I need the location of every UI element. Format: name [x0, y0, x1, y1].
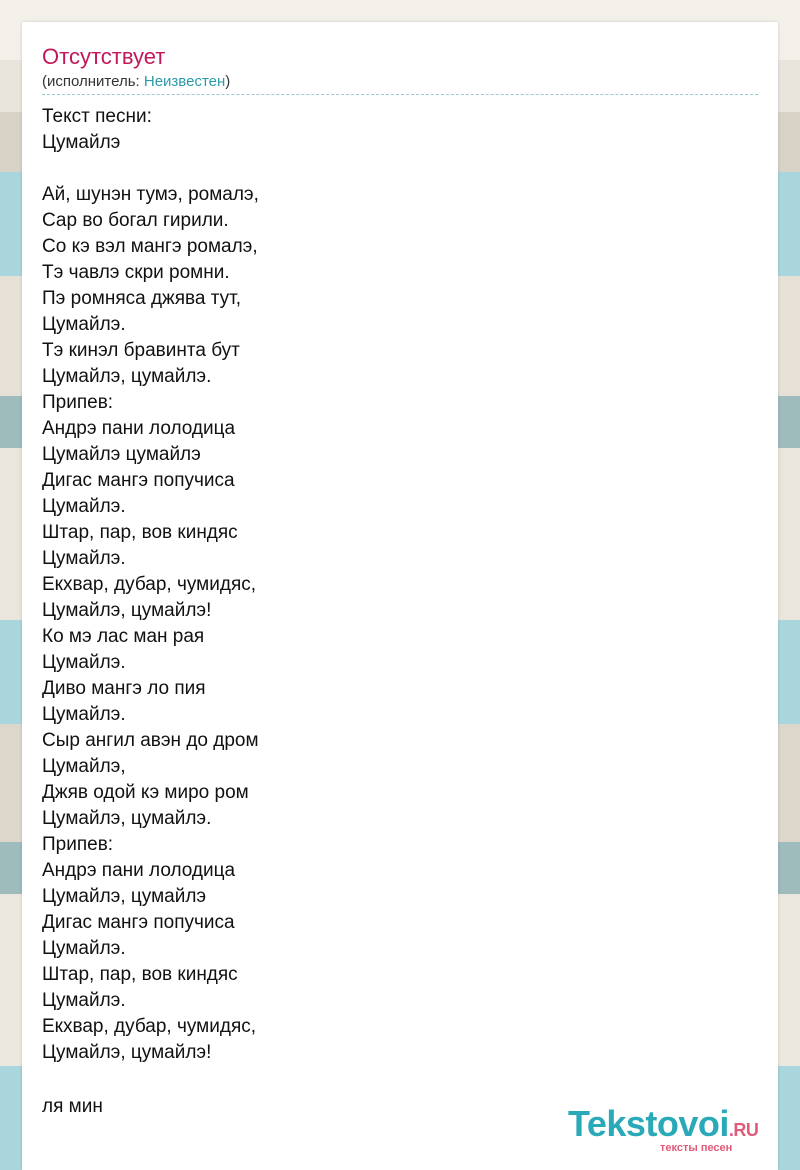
lyric-line: Припев:: [42, 392, 114, 413]
lyric-line: Текст песни:: [42, 106, 152, 127]
lyric-line: Припев:: [42, 834, 114, 855]
title-divider: [42, 94, 758, 95]
lyric-line: Андрэ пани лолодица: [42, 860, 236, 881]
song-title: Отсутствует: [42, 44, 166, 69]
lyric-line: Цумайлэ.: [42, 496, 126, 517]
lyric-line: Ай, шунэн тумэ, ромалэ,: [42, 184, 259, 205]
lyric-line: Джяв одой кэ миро ром: [42, 782, 249, 803]
lyric-line: Цумайлэ.: [42, 652, 126, 673]
lyrics-block: [42, 104, 742, 1066]
lyric-line: Цумайлэ.: [42, 314, 126, 335]
footer-text: ля мин: [42, 1096, 103, 1117]
lyric-line: Диво мангэ ло пия: [42, 678, 206, 699]
lyric-line: Штар, пар, вов киндяс: [42, 964, 238, 985]
lyric-line: Андрэ пани лолодица: [42, 418, 236, 439]
lyric-line: Сар во богал гирили.: [42, 210, 229, 231]
lyric-line: Цумайлэ, цумайлэ.: [42, 808, 212, 829]
logo-main-text: Tekstovoi: [568, 1103, 729, 1144]
lyric-line: Екхвар, дубар, чумидяс,: [42, 574, 257, 595]
artist-link[interactable]: Неизвестен: [143, 73, 226, 90]
lyric-line: Цумайлэ, цумайлэ.: [42, 366, 212, 387]
lyric-line: Цумайлэ.: [42, 990, 126, 1011]
artist-suffix: ): [225, 73, 231, 90]
lyric-line: Дигас мангэ попучиса: [42, 470, 235, 491]
lyric-line: Штар, пар, вов киндяс: [42, 522, 238, 543]
lyric-line: Цумайлэ.: [42, 938, 126, 959]
lyric-line: Цумайлэ, цумайлэ!: [42, 600, 212, 621]
lyric-line: Тэ чавлэ скри ромни.: [42, 262, 230, 283]
lyric-line: Екхвар, дубар, чумидяс,: [42, 1016, 257, 1037]
lyric-line: Цумайлэ,: [42, 756, 126, 777]
artist-line: [42, 72, 230, 92]
lyric-line: Цумайлэ, цумайлэ: [42, 886, 207, 907]
lyric-line: Пэ ромняса джява тут,: [42, 288, 242, 309]
site-logo[interactable]: [568, 1104, 778, 1154]
lyric-line: Дигас мангэ попучиса: [42, 912, 235, 933]
lyric-line: Цумайлэ.: [42, 704, 126, 725]
lyric-line: Цумайлэ, цумайлэ!: [42, 1042, 212, 1063]
lyric-line: Сыр ангил авэн до дром: [42, 730, 259, 751]
lyric-line: Цумайлэ.: [42, 548, 126, 569]
lyric-line: Ко мэ лас ман рая: [42, 626, 205, 647]
logo-domain: .RU: [728, 1120, 759, 1140]
lyric-blank-line: [42, 156, 742, 182]
artist-prefix: (исполнитель:: [42, 73, 144, 90]
logo-subtitle: тексты песен: [660, 1142, 733, 1154]
lyric-line: Со кэ вэл мангэ ромалэ,: [42, 236, 258, 257]
lyric-line: Тэ кинэл бравинта бут: [42, 340, 240, 361]
lyric-line: Цумайлэ: [42, 132, 121, 153]
lyric-line: Цумайлэ цумайлэ: [42, 444, 201, 465]
lyrics-card: [22, 22, 778, 1170]
